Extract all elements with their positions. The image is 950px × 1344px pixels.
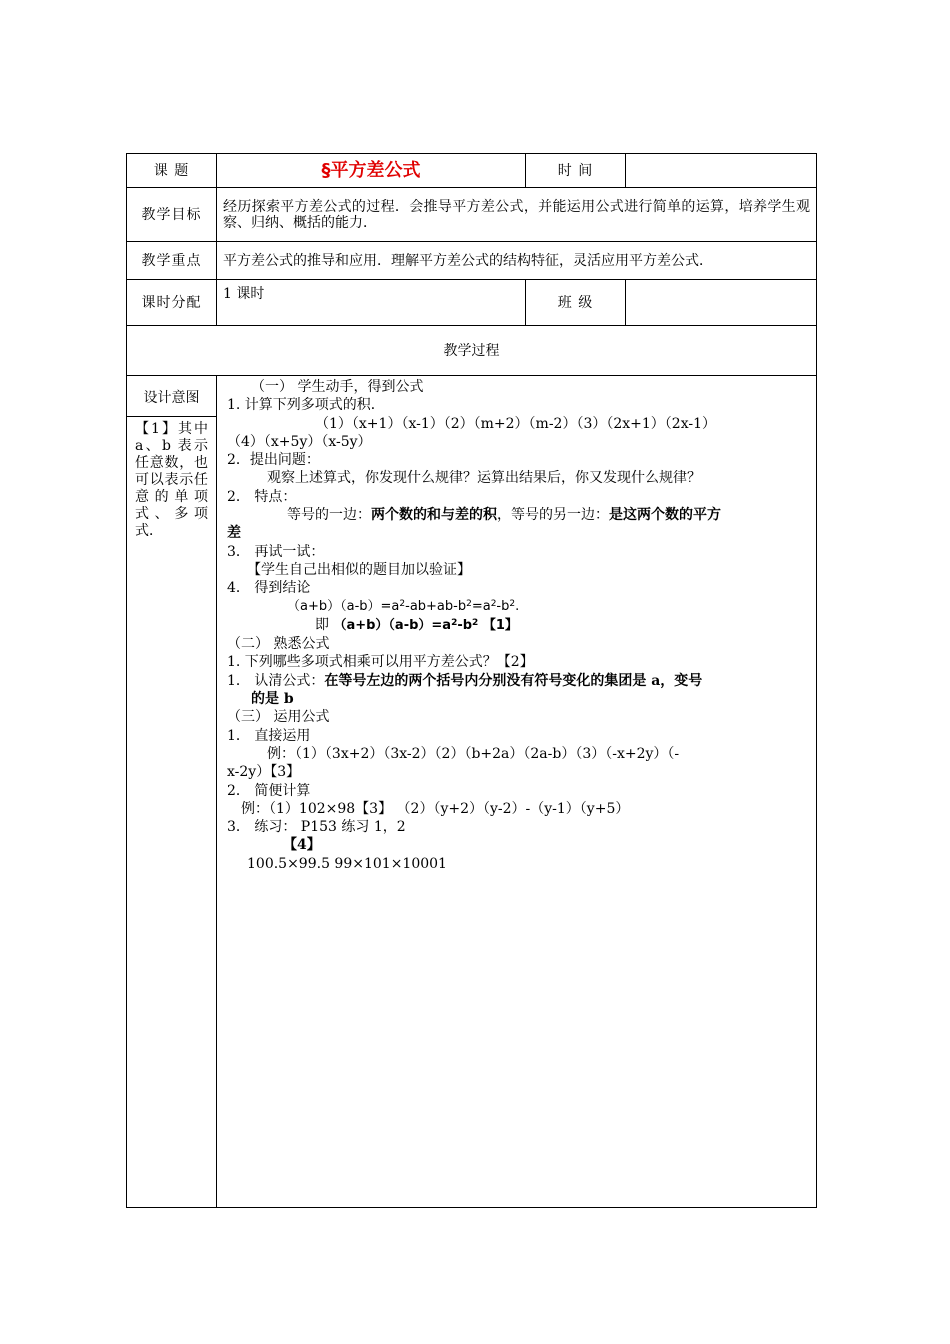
design-intent-cell	[127, 376, 217, 1208]
step-1-1-exercises-b: （4）（x+5y）（x-5y）	[227, 433, 372, 450]
exponent: 2	[466, 598, 472, 609]
process-content	[217, 376, 817, 1208]
formula-part: =a	[471, 598, 491, 614]
step-3-2: 2． 简便计算	[227, 782, 311, 799]
topic-row	[127, 154, 817, 188]
step-1-4-note: 【学生自己出相似的题目加以验证】	[247, 561, 471, 578]
formula-part: -ab+ab-b	[405, 598, 467, 614]
class-label: 班 级	[526, 280, 626, 326]
feature-text-c: ，等号的另一边：	[497, 507, 609, 524]
lesson-plan-table	[126, 153, 817, 1208]
step-1-4: 3． 再试一试：	[227, 543, 325, 560]
feature-text-b: 两个数的和与差的积	[371, 507, 497, 524]
step-1-1: 1. 计算下列多项式的积．	[227, 397, 385, 414]
note-ref: 【1】	[478, 617, 518, 633]
step-1-1-exercises-a: （1）（x+1）（x-1）（2）（m+2）（m-2）（3）（2x+1）（2x-1）	[315, 415, 717, 432]
time-label: 时 间	[526, 154, 626, 188]
topic-label: 课 题	[127, 154, 217, 188]
step-2-2-end: 的是 b	[251, 691, 294, 708]
feature-text-a: 等号的一边：	[287, 507, 371, 524]
step-1-2: 2．提出问题：	[227, 452, 320, 469]
schedule-value: 1 课时	[217, 280, 526, 326]
formula-part: （a+b）（a-b）=a	[287, 598, 400, 614]
step-1-5: 4． 得到结论	[227, 580, 311, 597]
process-header: 教学过程	[127, 326, 817, 376]
formula-prefix: 即	[315, 616, 334, 633]
step-3-3-ref: 【4】	[283, 837, 321, 854]
objectives-text: 经历探索平方差公式的过程．会推导平方差公式，并能运用公式进行简单的运算，培养学生观察、归纳、概括的能力．	[217, 188, 817, 242]
formula-part: （a+b）（a-b）=a	[333, 617, 452, 633]
step-1-3-feature	[227, 506, 806, 524]
exponent: 2	[509, 598, 516, 609]
step-3-1-examples-a: 例：（1）（3x+2）（3x-2）（2）（b+2a）（2a-b）（3）（-x+2y）（-	[267, 745, 680, 762]
lesson-title: §平方差公式	[217, 154, 526, 188]
time-value	[626, 154, 817, 188]
derivation-formula	[227, 598, 806, 616]
key-points-row	[127, 242, 817, 280]
key-points-label: 教学重点	[127, 242, 217, 280]
section-3-title: （三） 运用公式	[227, 709, 330, 726]
objectives-label: 教学目标	[127, 188, 217, 242]
process-header-row	[127, 326, 817, 376]
process-body-row	[127, 376, 817, 1208]
step-2-2-text: 在等号左边的两个括号内分别没有符号变化的集团是 a，变号	[324, 672, 703, 689]
step-1-2-question: 观察上述算式，你发现什么规律？运算出结果后，你又发现什么规律？	[267, 470, 701, 487]
design-intent-label: 设计意图	[127, 376, 216, 417]
section-1-title: （一） 学生动手，得到公式	[251, 379, 424, 395]
schedule-label: 课时分配	[127, 280, 217, 326]
schedule-row	[127, 280, 817, 326]
objectives-row	[127, 188, 817, 242]
step-3-1-examples-b: x-2y）【3】	[227, 764, 301, 781]
formula-part: -b	[457, 617, 473, 633]
step-2-2	[227, 672, 806, 690]
design-intent-note: 【1】其中 a、b 表示任意数，也可以表示任意的单项式、多项式．	[135, 421, 208, 539]
step-2-2-label: 1． 认清公式：	[227, 672, 325, 689]
formula-part: .	[515, 598, 520, 614]
class-value	[626, 280, 817, 326]
step-3-2-examples: 例：（1）102×98【3】 （2）（y+2）（y-2）-（y-1）（y+5）	[241, 800, 630, 817]
feature-text-d: 是这两个数的平方	[609, 507, 721, 524]
exponent: 2	[490, 598, 497, 609]
step-3-3: 3． 练习： P153 练习 1，2	[227, 819, 406, 836]
exponent: 2	[472, 617, 479, 628]
step-1-3-feature-end: 差	[227, 525, 241, 542]
step-3-3-exercises: 100.5×99.5 99×101×10001	[247, 855, 447, 872]
exponent: 2	[451, 617, 458, 628]
key-points-text: 平方差公式的推导和应用．理解平方差公式的结构特征，灵活应用平方差公式．	[217, 242, 817, 280]
section-2-title: （二） 熟悉公式	[227, 636, 330, 653]
step-3-1: 1． 直接运用	[227, 727, 311, 744]
exponent: 2	[399, 598, 406, 609]
step-2-1: 1. 下列哪些多项式相乘可以用平方差公式？【2】	[227, 654, 534, 671]
step-1-3: 2． 特点：	[227, 488, 297, 505]
formula-part: -b	[496, 598, 510, 614]
conclusion-formula	[227, 616, 806, 635]
